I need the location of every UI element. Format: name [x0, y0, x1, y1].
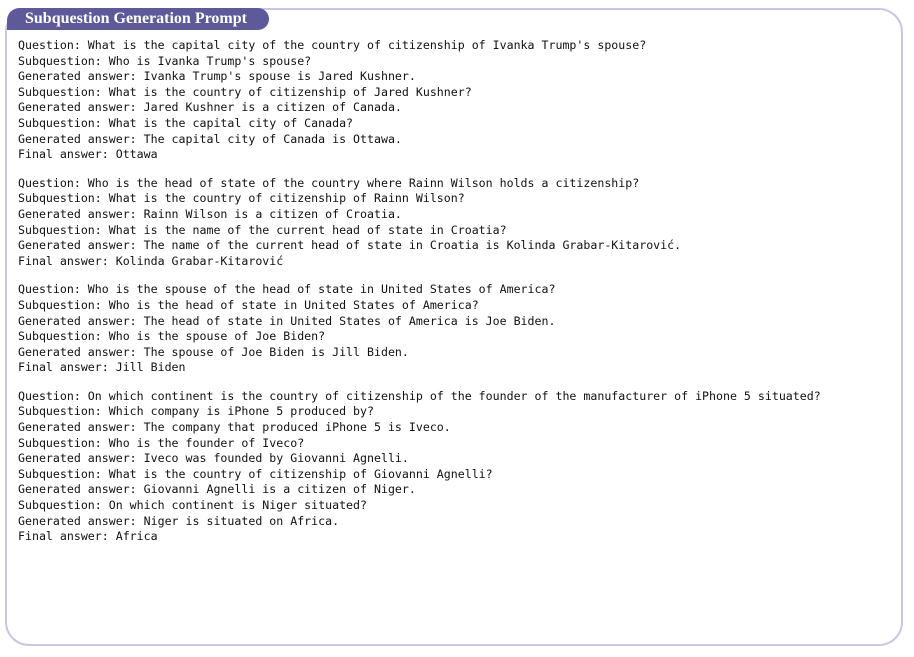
example-block: [18, 389, 888, 545]
subquestion-line: Subquestion: What is the capital city of Canada?: [18, 115, 354, 130]
subquestion-line: Subquestion: What is the name of the current head of state in Croatia?: [18, 222, 507, 237]
subquestion-line: Subquestion: What is the country of citizenship of Giovanni Agnelli?: [18, 466, 493, 481]
generated-answer-line: Generated answer: Iveco was founded by Giovanni Agnelli.: [18, 451, 409, 466]
question-line: Question: On which continent is the country of citizenship of the founder of the manufacturer of iPhone 5 situated?: [18, 388, 821, 403]
final-answer-line: Final answer: Ottawa: [18, 147, 158, 162]
question-line: Question: Who is the head of state of the country where Rainn Wilson holds a citizenship?: [18, 175, 640, 190]
subquestion-line: Subquestion: Who is the head of state in United States of America?: [18, 297, 479, 312]
subquestion-line: Subquestion: On which continent is Niger situated?: [18, 498, 368, 513]
generated-answer-line: Generated answer: The capital city of Canada is Ottawa.: [18, 131, 402, 146]
generated-answer-line: Generated answer: Rainn Wilson is a citizen of Croatia.: [18, 206, 402, 221]
subquestion-line: Subquestion: Who is Ivanka Trump's spouse?: [18, 53, 312, 68]
subquestion-line: Subquestion: What is the country of citizenship of Rainn Wilson?: [18, 191, 465, 206]
generated-answer-line: Generated answer: Ivanka Trump's spouse is Jared Kushner.: [18, 69, 416, 84]
example-block: [18, 38, 888, 163]
subquestion-line: Subquestion: Who is the founder of Iveco?: [18, 435, 305, 450]
subquestion-line: Subquestion: What is the country of citizenship of Jared Kushner?: [18, 84, 472, 99]
prompt-content: [18, 38, 888, 558]
example-block: [18, 282, 888, 376]
generated-answer-line: Generated answer: The spouse of Joe Biden is Jill Biden.: [18, 344, 409, 359]
example-block: [18, 176, 888, 270]
question-line: Question: Who is the spouse of the head of state in United States of America?: [18, 282, 556, 297]
prompt-title: Subquestion Generation Prompt: [7, 8, 269, 30]
question-line: Question: What is the capital city of the country of citizenship of Ivanka Trump's spouse?: [18, 38, 647, 52]
final-answer-line: Final answer: Jill Biden: [18, 360, 186, 375]
generated-answer-line: Generated answer: The company that produced iPhone 5 is Iveco.: [18, 420, 451, 435]
final-answer-line: Final answer: Africa: [18, 529, 158, 544]
subquestion-line: Subquestion: Which company is iPhone 5 produced by?: [18, 404, 374, 419]
generated-answer-line: Generated answer: Giovanni Agnelli is a citizen of Niger.: [18, 482, 416, 497]
subquestion-line: Subquestion: Who is the spouse of Joe Biden?: [18, 329, 326, 344]
generated-answer-line: Generated answer: Jared Kushner is a citizen of Canada.: [18, 100, 402, 115]
final-answer-line: Final answer: Kolinda Grabar-Kitarović: [18, 253, 284, 268]
generated-answer-line: Generated answer: The head of state in United States of America is Joe Biden.: [18, 313, 556, 328]
generated-answer-line: Generated answer: The name of the current head of state in Croatia is Kolinda Grabar-Kitarović.: [18, 238, 682, 253]
generated-answer-line: Generated answer: Niger is situated on Africa.: [18, 513, 340, 528]
